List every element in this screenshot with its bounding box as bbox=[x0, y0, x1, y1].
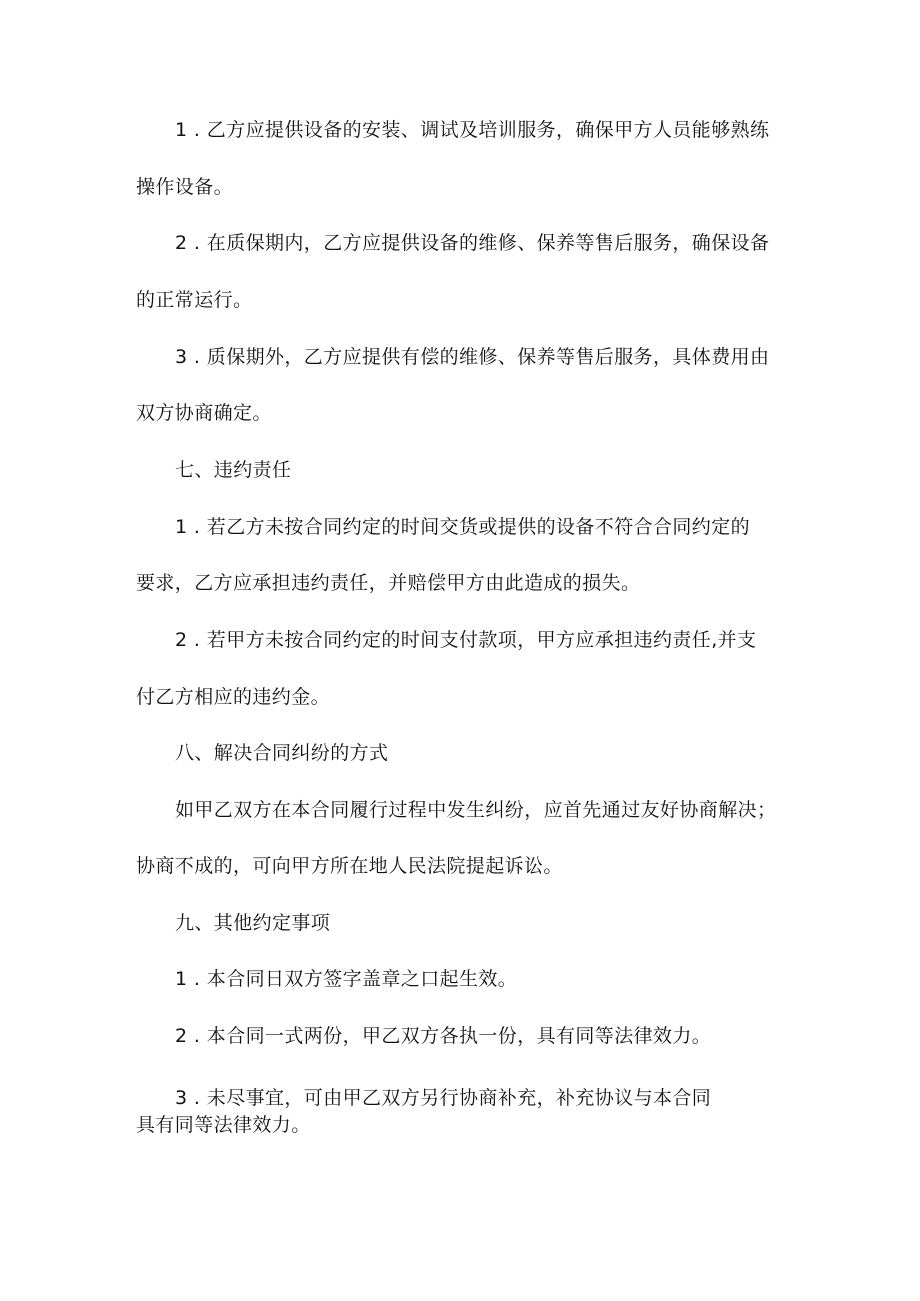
clause-9-3-line-2: 具有同等法律效力。 bbox=[136, 1114, 311, 1136]
clause-6-3-line-2: 双方协商确定。 bbox=[136, 402, 272, 424]
clause-6-3-line-1: 3 . 质保期外，乙方应提供有偿的维修、保养等售后服务，具体费用由 bbox=[175, 346, 770, 368]
clause-9-1: 1 . 本合同日双方签字盖章之口起生效。 bbox=[175, 968, 518, 990]
section-9-heading: 九、其他约定事项 bbox=[175, 912, 331, 934]
clause-6-1-line-2: 操作设备。 bbox=[136, 176, 234, 198]
clause-7-2-line-2: 付乙方相应的违约金。 bbox=[136, 686, 331, 708]
clause-9-2: 2 . 本合同一式两份，甲乙双方各执一份，具有同等法律效力。 bbox=[175, 1025, 712, 1047]
clause-7-1-line-1: 1 . 若乙方未按合同约定的时间交货或提供的设备不符合合同约定的 bbox=[175, 516, 751, 538]
clause-6-2-line-1: 2 . 在质保期内，乙方应提供设备的维修、保养等售后服务，确保设备 bbox=[175, 232, 770, 254]
section-8-heading: 八、解决合同纠纷的方式 bbox=[175, 742, 389, 764]
clause-6-2-line-2: 的正常运行。 bbox=[136, 289, 253, 311]
clause-7-1-line-2: 要求，乙方应承担违约责任，并赔偿甲方由此造成的损失。 bbox=[136, 572, 641, 594]
clause-6-1-line-1: 1 . 乙方应提供设备的安装、调试及培训服务，确保甲方人员能够熟练 bbox=[175, 119, 770, 141]
section-8-text-line-2: 协商不成的，可向甲方所在地人民法院提起诉讼。 bbox=[136, 855, 563, 877]
section-7-heading: 七、违约责任 bbox=[175, 459, 292, 481]
clause-7-2-line-1: 2 . 若甲方未按合同约定的时间支付款项，甲方应承担违约责任,并支 bbox=[175, 629, 757, 651]
section-8-text-line-1: 如甲乙双方在本合同履行过程中发生纠纷，应首先通过友好协商解决； bbox=[175, 799, 777, 821]
clause-9-3-line-1: 3 . 未尽事宜，可由甲乙双方另行协商补充，补充协议与本合同 bbox=[175, 1087, 712, 1109]
